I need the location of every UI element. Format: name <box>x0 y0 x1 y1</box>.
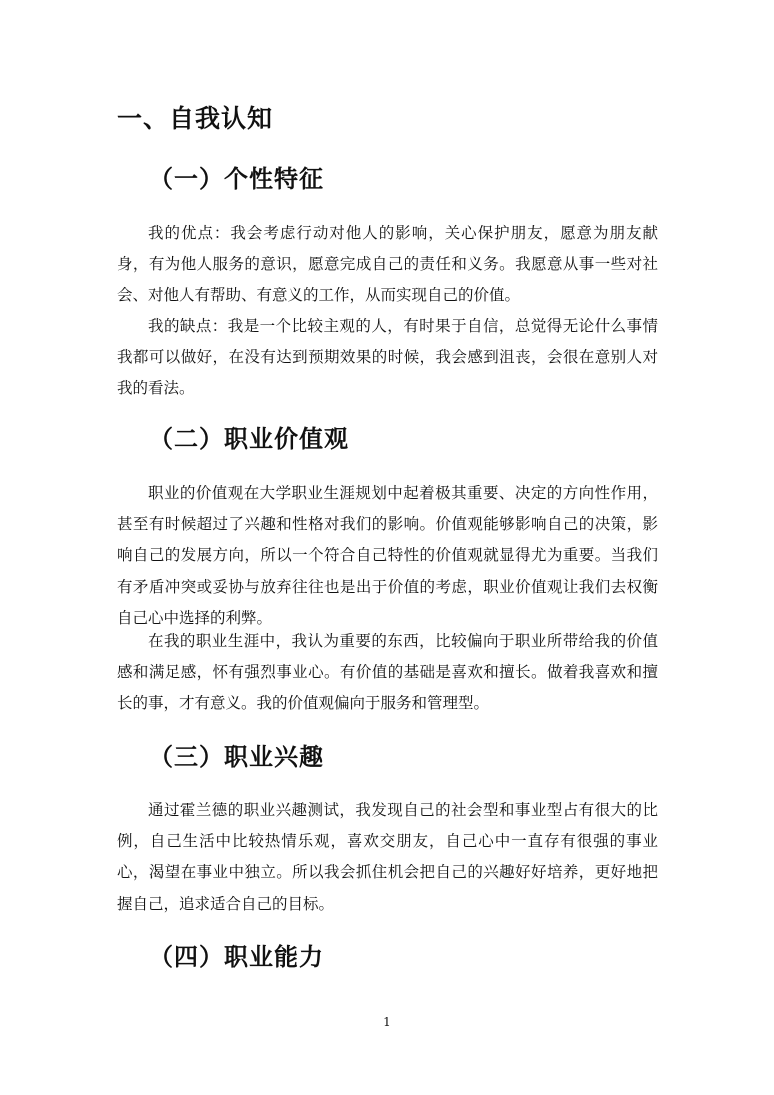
heading-self-cognition: 一、自我认知 <box>117 104 274 133</box>
paragraph-career-values-2: 在我的职业生涯中，我认为重要的东西，比较偏向于职业所带给我的价值感和满足感，怀有强烈事业心。有价值的基础是喜欢和擅长。做着我喜欢和擅长的事，才有意义。我的价值观偏向于服务和管理型。 <box>117 632 658 713</box>
paragraph-career-values-1: 职业的价值观在大学职业生涯规划中起着极其重要、决定的方向性作用，甚至有时候超过了兴趣和性格对我们的影响。价值观能够影响自己的决策，影响自己的发展方向，所以一个符合自己特性的价值观就显得尤为重要。当我们有矛盾冲突或妥协与放弃往往也是出于价值的考虑，职业价值观让我们去权衡自己心中选择的利弊。 <box>117 484 658 627</box>
paragraph-strengths: 我的优点：我会考虑行动对他人的影响，关心保护朋友，愿意为朋友献身，有为他人服务的意识，愿意完成自己的责任和义务。我愿意从事一些对社会、对他人有帮助、有意义的工作，从而实现自己的价值。 <box>117 224 658 305</box>
paragraph-career-interests: 通过霍兰德的职业兴趣测试，我发现自己的社会型和事业型占有很大的比例，自己生活中比较热情乐观，喜欢交朋友，自己心中一直存有很强的事业心，渴望在事业中独立。所以我会抓住机会把自己的兴趣好好培养，更好地把握自己，追求适合自己的目标。 <box>117 801 658 913</box>
section-title-personality: （一）个性特征 <box>149 165 324 193</box>
section-title-career-values: （二）职业价值观 <box>149 425 349 453</box>
section-title-career-interests: （三）职业兴趣 <box>149 743 324 771</box>
page-number: 1 <box>383 1015 391 1029</box>
paragraph-weaknesses: 我的缺点：我是一个比较主观的人，有时果于自信，总觉得无论什么事情我都可以做好，在没有达到预期效果的时候，我会感到沮丧，会很在意别人对我的看法。 <box>117 317 658 398</box>
section-title-career-abilities: （四）职业能力 <box>149 943 324 971</box>
